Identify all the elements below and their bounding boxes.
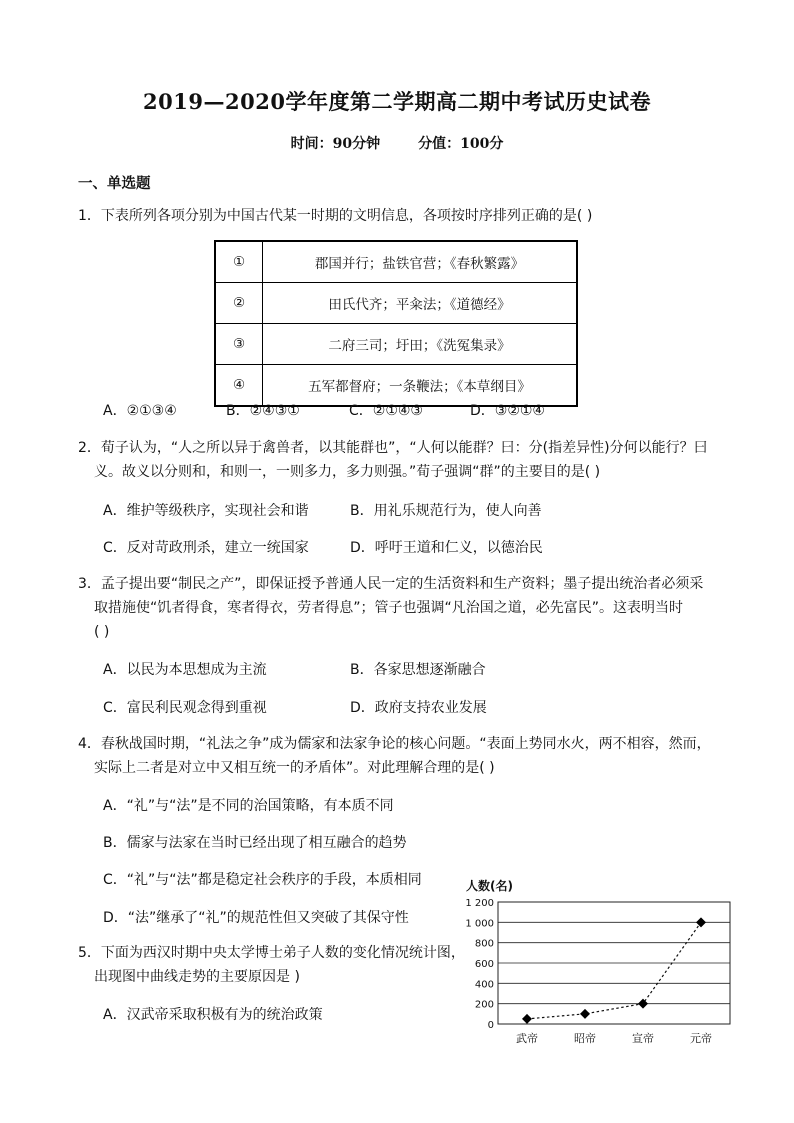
question-3-option-c: C．富民利民观念得到重视	[103, 700, 267, 716]
question-4-option-a: A．“礼”与“法”是不同的治国策略，有本质不同	[103, 798, 394, 814]
question-5-option-a: A．汉武帝采取积极有为的统治政策	[103, 1007, 323, 1023]
chart-y-tick-label: 200	[474, 999, 494, 1011]
chart-y-axis-label: 人数(名)	[466, 879, 513, 893]
table-row	[215, 241, 577, 283]
table-cell-text: 田氏代齐；平籴法；《道德经》	[263, 283, 578, 324]
table-row	[215, 283, 577, 324]
table-cell-text: 二府三司；圩田；《洗冤集录》	[263, 324, 578, 365]
chart-x-tick-label: 武帝	[516, 1032, 538, 1045]
table-cell-text: 郡国并行；盐铁官营；《春秋繁露》	[263, 241, 578, 283]
question-2-option-c: C．反对苛政刑杀，建立一统国家	[103, 540, 309, 556]
exam-meta	[0, 133, 794, 153]
question-3-option-d: D．政府支持农业发展	[350, 700, 487, 716]
chart-y-tick-label: 800	[474, 938, 494, 950]
table-row	[215, 324, 577, 365]
section-heading: 一、单选题	[78, 175, 151, 192]
question-1-option-d: D．③②①④	[470, 403, 545, 419]
chart-y-tick-label: 1 200	[465, 898, 494, 909]
question-3-option-b: B．各家思想逐渐融合	[350, 662, 486, 678]
table-cell-number: ④	[215, 365, 263, 407]
question-4-option-c: C．“礼”与“法”都是稳定社会秩序的手段，本质相同	[103, 872, 422, 888]
chart-data-point	[522, 1014, 532, 1024]
question-1-option-b: B．②④③①	[226, 403, 300, 419]
chart-data-point	[580, 1009, 590, 1019]
chart-series	[522, 917, 706, 1024]
chart-data-point	[638, 999, 648, 1009]
enrollment-line-chart	[460, 874, 736, 1050]
chart-y-ticks	[465, 898, 494, 1031]
question-3-option-a: A．以民为本思想成为主流	[103, 662, 267, 678]
chart-y-tick-label: 600	[474, 959, 494, 970]
question-4-stem-line-1: 4．春秋战国时期，“礼法之争”成为儒家和法家争论的核心问题。“表面上势同水火，两不相容，然而，	[78, 736, 711, 752]
question-1-option-a: A．②①③④	[103, 403, 177, 419]
chart-x-tick-label: 昭帝	[574, 1032, 596, 1045]
exam-title: 2019—2020学年度第二学期高二期中考试历史试卷	[143, 89, 651, 114]
question-4-option-b: B．儒家与法家在当时已经出现了相互融合的趋势	[103, 835, 407, 851]
question-2-option-d: D．呼吁王道和仁义，以德治民	[350, 540, 543, 556]
question-5-stem-line-1: 5．下面为西汉时期中央太学博士弟子人数的变化情况统计图，	[78, 945, 465, 961]
question-1-option-c: C．②①④③	[349, 403, 423, 419]
chart-y-tick-label: 1 000	[465, 918, 494, 930]
table-cell-text: 五军都督府；一条鞭法；《本草纲目》	[263, 365, 578, 407]
chart-y-tick-label: 0	[487, 1020, 494, 1031]
question-2-stem-line-2: 义。故义以分则和，和则一，一则多力，多力则强。”荀子强调“群”的主要目的是( )	[94, 464, 601, 480]
question-2-option-a: A．维护等级秩序，实现社会和谐	[103, 503, 309, 519]
question-2-stem-line-1: 2．荀子认为，“人之所以异于禽兽者，以其能群也”，“人何以能群？曰：分(指差异性)分何以能行？曰	[78, 440, 708, 456]
chart-x-tick-label: 元帝	[690, 1032, 712, 1045]
chart-x-tick-label: 宣帝	[632, 1032, 654, 1045]
chart-x-ticks	[516, 1031, 712, 1045]
table-cell-number: ③	[215, 324, 263, 365]
question-4-option-d: D．“法”继承了“礼”的规范性但又突破了其保守性	[103, 910, 409, 926]
question-3-stem-line-3: ( )	[94, 624, 110, 640]
chart-series-line	[527, 922, 701, 1019]
question-4-stem-line-2: 实际上二者是对立中又相互统一的矛盾体”。对此理解合理的是( )	[94, 760, 495, 776]
question-1-stem: 1．下表所列各项分别为中国古代某一时期的文明信息，各项按时序排列正确的是( )	[78, 208, 593, 224]
chart-data-point	[696, 917, 706, 927]
exam-score: 分值：100分	[418, 136, 504, 152]
question-1-table	[214, 240, 578, 407]
question-5-stem-line-2: 出现图中曲线走势的主要原因是 )	[94, 969, 300, 985]
chart-grid	[498, 902, 730, 1024]
question-3-stem-line-2: 取措施使“饥者得食，寒者得衣，劳者得息”；管子也强调“凡治国之道，必先富民”。这表明当时	[94, 600, 684, 616]
table-cell-number: ①	[215, 241, 263, 283]
chart-y-tick-label: 400	[474, 979, 494, 991]
question-3-stem-line-1: 3．孟子提出要“制民之产”，即保证授予普通人民一定的生活资料和生产资料；墨子提出统治者必须采	[78, 576, 704, 592]
exam-time: 时间：90分钟	[290, 136, 381, 152]
table-cell-number: ②	[215, 283, 263, 324]
question-2-option-b: B．用礼乐规范行为，使人向善	[350, 503, 542, 519]
